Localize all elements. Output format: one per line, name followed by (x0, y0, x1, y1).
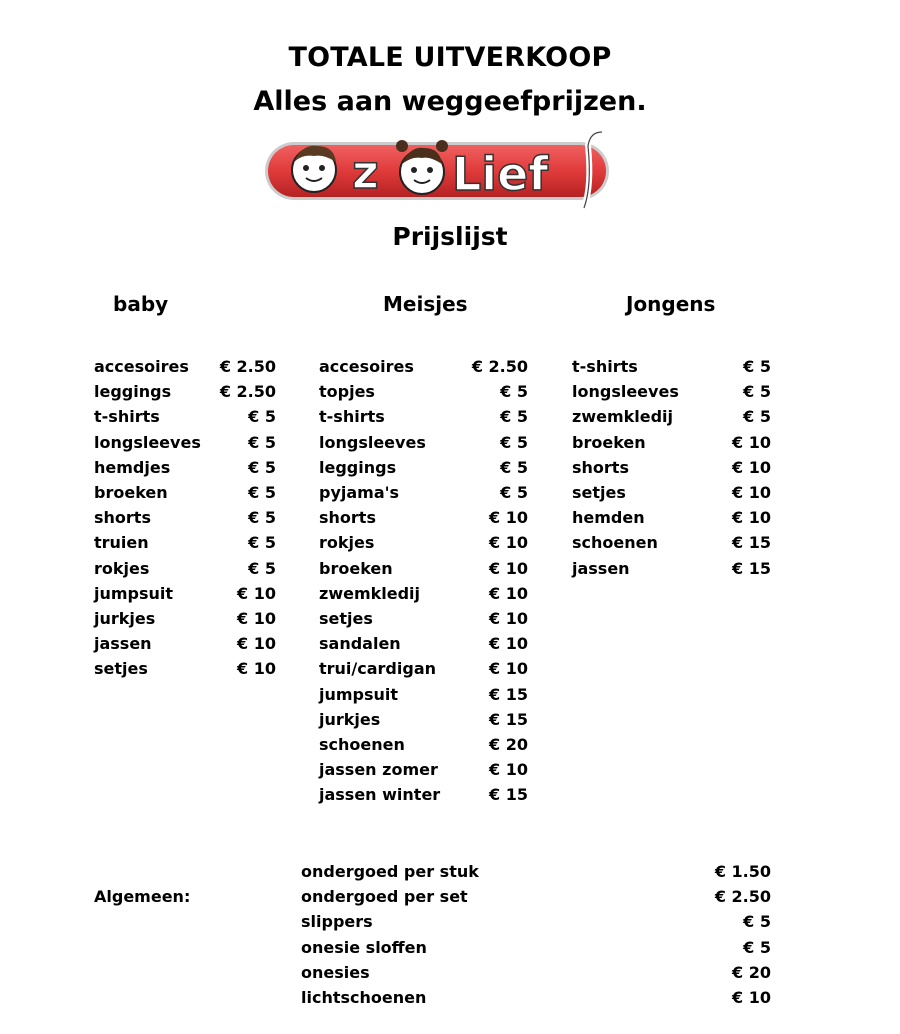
item-price: € 5 (500, 407, 528, 427)
item-price: € 5 (743, 357, 771, 376)
item-name: longsleeves (94, 432, 201, 452)
item-name: jassen (572, 558, 630, 578)
item-price: € 5 (248, 407, 276, 427)
item-price: € 10 (489, 609, 528, 628)
item-price: € 5 (500, 382, 528, 402)
item-name: shorts (319, 508, 376, 528)
svg-text:Lief: Lief (452, 147, 549, 201)
item-name: hemden (572, 508, 645, 528)
item-name: broeken (319, 558, 393, 578)
svg-text:z: z (352, 145, 379, 199)
item-price: € 15 (732, 533, 771, 553)
item-price: € 10 (489, 533, 528, 553)
item-price: € 10 (489, 634, 528, 654)
item-price: € 2.50 (471, 357, 528, 376)
item-price: € 10 (489, 659, 528, 679)
item-price: € 10 (732, 483, 771, 502)
item-price: € 15 (489, 684, 528, 704)
item-price: € 10 (237, 634, 276, 654)
item-price: € 5 (248, 508, 276, 528)
general-item-name: onesie sloffen (301, 937, 427, 957)
item-price: € 20 (489, 735, 528, 754)
item-name: accesoires (94, 357, 189, 376)
general-item-name: ondergoed per stuk (301, 862, 479, 881)
item-name: hemdjes (94, 457, 171, 477)
item-price: € 5 (743, 407, 771, 427)
item-price: € 10 (489, 508, 528, 528)
item-name: broeken (572, 432, 646, 452)
subtitle-weggeefprijzen: Alles aan weggeefprijzen. (253, 86, 647, 117)
general-item-price: € 20 (732, 962, 771, 982)
item-price: € 5 (743, 382, 771, 402)
item-price: € 2.50 (219, 382, 276, 402)
item-name: t-shirts (94, 407, 160, 427)
item-name: topjes (319, 382, 375, 402)
item-name: t-shirts (572, 357, 638, 376)
item-name: zwemkledij (319, 583, 421, 603)
item-price: € 2.50 (219, 357, 276, 376)
item-name: longsleeves (319, 432, 426, 452)
item-name: zwemkledij (572, 407, 674, 427)
item-name: schoenen (319, 735, 405, 754)
item-price: € 10 (489, 558, 528, 578)
item-name: accesoires (319, 357, 414, 376)
item-price: € 10 (732, 457, 771, 477)
item-price: € 10 (237, 583, 276, 603)
item-name: schoenen (572, 533, 658, 553)
prijslijst-heading: Prijslijst (392, 222, 508, 251)
general-item-price: € 5 (743, 937, 771, 957)
item-name: jumpsuit (319, 684, 399, 704)
item-name: jurkjes (94, 609, 156, 628)
item-price: € 10 (237, 609, 276, 628)
item-price: € 15 (732, 558, 771, 578)
item-name: setjes (572, 483, 626, 502)
general-item-price: € 2.50 (714, 887, 771, 907)
item-name: setjes (94, 659, 148, 679)
item-price: € 5 (248, 483, 276, 502)
item-price: € 5 (500, 483, 528, 502)
item-price: € 5 (248, 533, 276, 553)
item-name: shorts (572, 457, 629, 477)
item-price: € 10 (489, 760, 528, 780)
item-name: broeken (94, 483, 168, 502)
general-item-name: onesies (301, 962, 370, 982)
item-name: shorts (94, 508, 151, 528)
item-name: jassen zomer (319, 760, 438, 780)
item-name: setjes (319, 609, 373, 628)
item-price: € 10 (237, 659, 276, 679)
item-name: truien (94, 533, 149, 553)
item-name: trui/cardigan (319, 659, 437, 679)
item-name: jassen winter (319, 785, 441, 805)
zolief-logo (262, 126, 612, 216)
general-item-price: € 5 (743, 912, 771, 932)
item-name: jurkjes (319, 709, 381, 729)
girl-face-icon (396, 140, 448, 194)
column-header-baby: baby (113, 292, 169, 316)
item-name: leggings (319, 457, 397, 477)
general-item-price: € 1.50 (714, 862, 771, 881)
column-header-jongens: Jongens (626, 292, 716, 316)
item-name: sandalen (319, 634, 401, 654)
item-price: € 15 (489, 709, 528, 729)
item-price: € 10 (732, 508, 771, 528)
item-price: € 10 (732, 432, 771, 452)
general-item-name: lichtschoenen (301, 988, 427, 1007)
item-name: t-shirts (319, 407, 385, 427)
item-name: rokjes (94, 558, 150, 578)
item-price: € 5 (248, 457, 276, 477)
general-item-name: slippers (301, 912, 373, 932)
item-price: € 5 (248, 432, 276, 452)
item-price: € 5 (500, 457, 528, 477)
item-name: rokjes (319, 533, 375, 553)
item-name: pyjama's (319, 483, 400, 502)
general-item-price: € 10 (732, 988, 771, 1007)
item-name: leggings (94, 382, 172, 402)
general-item-name: ondergoed per set (301, 887, 468, 907)
item-name: jumpsuit (94, 583, 174, 603)
column-header-meisjes: Meisjes (383, 292, 468, 316)
general-label: Algemeen: (94, 887, 191, 906)
item-price: € 5 (500, 432, 528, 452)
item-name: jassen (94, 634, 152, 654)
item-price: € 5 (248, 558, 276, 578)
item-price: € 10 (489, 583, 528, 603)
title-uitverkoop: TOTALE UITVERKOOP (288, 42, 612, 73)
item-name: longsleeves (572, 382, 679, 402)
item-price: € 15 (489, 785, 528, 805)
